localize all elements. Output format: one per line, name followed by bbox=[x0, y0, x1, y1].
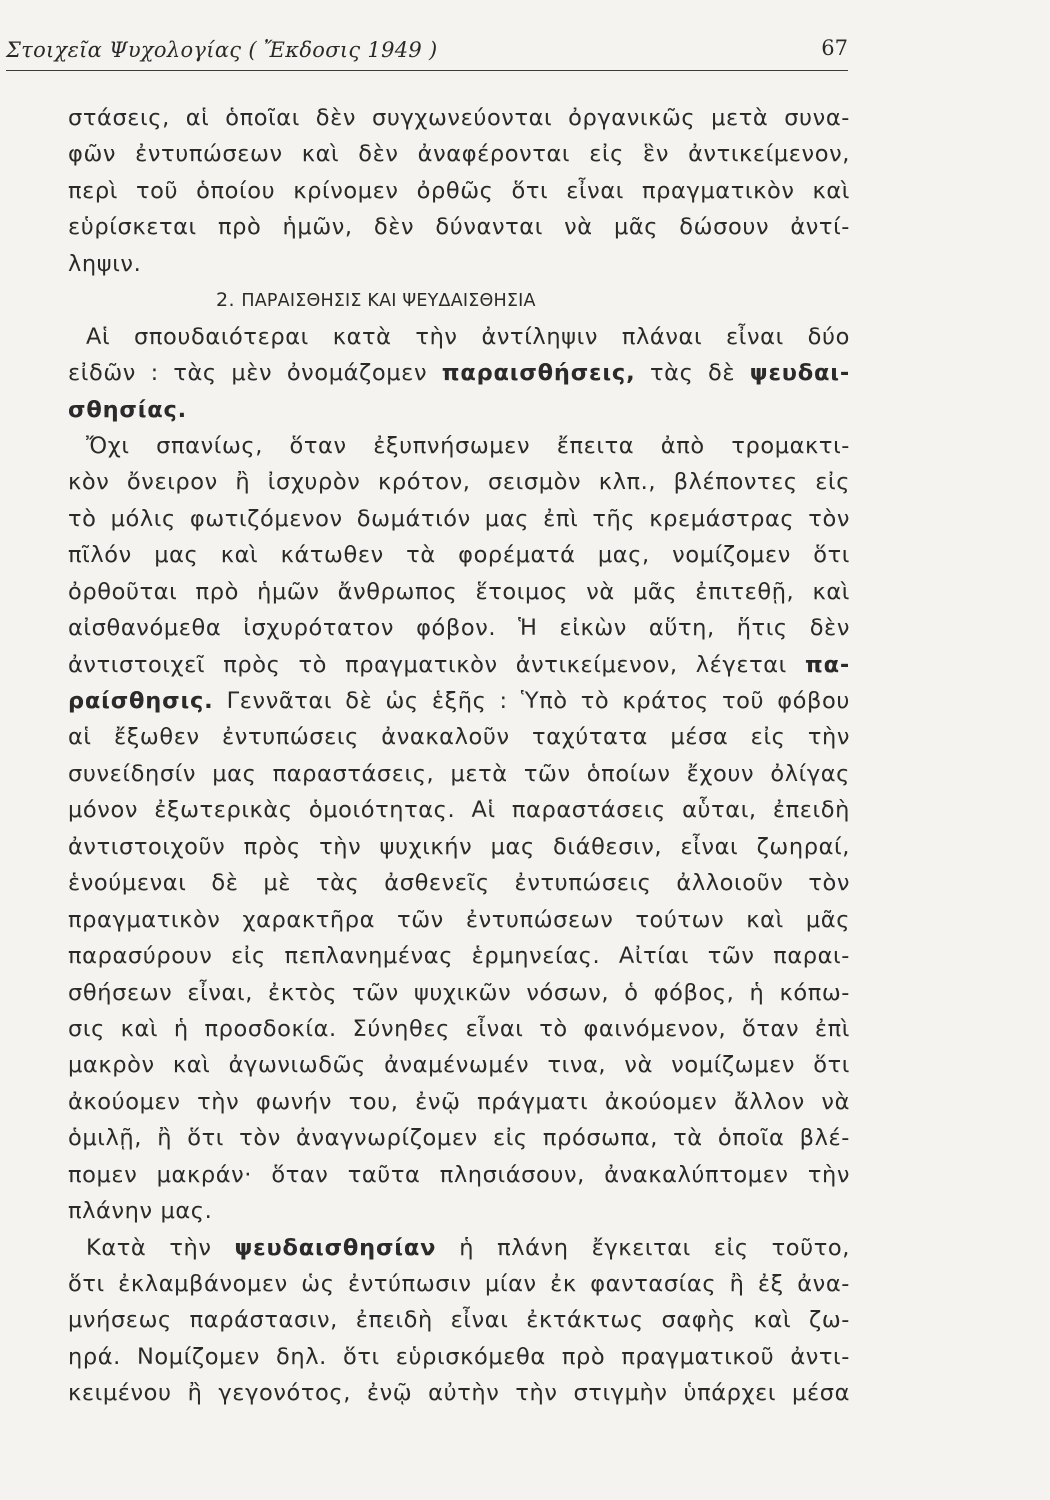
text-line: αἰσθανόμεθα ἰσχυρότατον φόβον. Ἡ εἰκὼν αὕτη, ἥτις δὲν bbox=[68, 615, 850, 642]
text-line: κειμένου ἢ γεγονότος, ἐνῷ αὐτὴν τὴν στιγμὴν ὑπάρχει μέσα bbox=[68, 1380, 850, 1407]
text-line: μόνον ἐξωτερικὰς ὁμοιότητας. Αἱ παραστάσεις αὗται, ἐπειδὴ bbox=[68, 797, 850, 824]
text-line bbox=[68, 392, 850, 428]
text-line: ραίσθησις. Γεννᾶται δὲ ὡς ἑξῆς : Ὑπὸ τὸ κράτος τοῦ φόβου bbox=[68, 688, 850, 714]
text-line: Ὄχι σπανίως, ὅταν ἐξυπνήσωμεν ἔπειτα ἀπὸ τρομακτι- bbox=[86, 432, 850, 459]
section-heading bbox=[68, 282, 850, 318]
text-line: εἰδῶν : τὰς μὲν ὀνομάζομεν παραισθήσεις, τὰς δὲ ψευδαι- bbox=[68, 360, 850, 387]
text-line: ηρά. Νομίζομεν δηλ. ὅτι εὑρισκόμεθα πρὸ πραγματικοῦ ἀντι- bbox=[68, 1343, 850, 1370]
text-line: περὶ τοῦ ὁποίου κρίνομεν ὀρθῶς ὅτι εἶναι πραγματικὸν καὶ bbox=[68, 177, 850, 204]
text-line: φῶν ἐντυπώσεων καὶ δὲν ἀναφέρονται εἰς ἓν ἀντικείμενον, bbox=[68, 141, 850, 168]
text-line: σις καὶ ἡ προσδοκία. Σύνηθες εἶναι τὸ φαινόμενον, ὅταν ἐπὶ bbox=[68, 1015, 850, 1042]
text-line: αἱ ἔξωθεν ἐντυπώσεις ἀνακαλοῦν ταχύτατα μέσα εἰς τὴν bbox=[68, 724, 850, 751]
text-line: ἑνούμεναι δὲ μὲ τὰς ἀσθενεῖς ἐντυπώσεις ἀλλοιοῦν τὸν bbox=[68, 870, 850, 897]
running-header bbox=[6, 36, 848, 71]
text-line: μνήσεως παράστασιν, ἐπειδὴ εἶναι ἐκτάκτως σαφὴς καὶ ζω- bbox=[68, 1307, 850, 1334]
text-line: ληψιν. bbox=[68, 250, 142, 277]
page-number: 67 bbox=[821, 36, 848, 60]
term-paraisthesis-inline: πα- bbox=[805, 651, 850, 678]
section-number: 2. bbox=[216, 289, 235, 312]
section-title: ΠΑΡΑΙΣΘΗΣΙΣ ΚΑΙ ΨΕΥΔΑΙΣΘΗΣΙΑ bbox=[241, 291, 536, 312]
text-line: ὁμιλῇ, ἢ ὅτι τὸν ἀναγνωρίζομεν εἰς πρόσωπα, τὰ ὁποῖα βλέ- bbox=[68, 1125, 850, 1152]
text-line: Κατὰ τὴν ψευδαισθησίαν ἡ πλάνη ἔγκειται εἰς τοῦτο, bbox=[86, 1234, 850, 1261]
text-line: πραγματικὸν χαρακτῆρα τῶν ἐντυπώσεων τούτων καὶ μᾶς bbox=[68, 906, 850, 933]
text-line: ὅτι ἐκλαμβάνομεν ὡς ἐντύπωσιν μίαν ἐκ φαντασίας ἢ ἐξ ἀνα- bbox=[68, 1271, 850, 1297]
text-line: εὑρίσκεται πρὸ ἡμῶν, δὲν δύνανται νὰ μᾶς δώσουν ἀντί- bbox=[68, 214, 850, 241]
running-title: Στοιχεῖα Ψυχολογίας ( Ἔκδοσις 1949 ) bbox=[6, 38, 438, 62]
term-paraisthesis: παραισθήσεις, bbox=[441, 360, 636, 387]
term-pseudaisthesia-inline: ψευδαισθησίαν bbox=[234, 1234, 437, 1261]
text-line: κὸν ὄνειρον ἢ ἰσχυρὸν κρότον, σεισμὸν κλπ., βλέποντες εἰς bbox=[68, 469, 850, 496]
term-pseudaisthesia: ψευδαι- bbox=[749, 360, 850, 387]
text-line: Αἱ σπουδαιότεραι κατὰ τὴν ἀντίληψιν πλάναι εἶναι δύο bbox=[86, 323, 850, 350]
text-line: μακρὸν καὶ ἀγωνιωδῶς ἀναμένωμέν τινα, νὰ νομίζωμεν ὅτι bbox=[68, 1052, 850, 1079]
text-line: πλάνην μας. bbox=[68, 1198, 213, 1225]
text-line: σθήσεων εἶναι, ἐκτὸς τῶν ψυχικῶν νόσων, ὁ φόβος, ἡ κόπω- bbox=[68, 979, 850, 1006]
term-paraisthesis-cont: ραίσθησις. bbox=[68, 688, 214, 714]
text-line: ἀντιστοιχεῖ πρὸς τὸ πραγματικὸν ἀντικείμενον, λέγεται πα- bbox=[68, 651, 850, 678]
text-line: συνείδησίν μας παραστάσεις, μετὰ τῶν ὁποίων ἔχουν ὀλίγας bbox=[68, 760, 850, 787]
body-text bbox=[68, 100, 850, 1412]
text-line: παρασύρουν εἰς πεπλανημένας ἑρμηνείας. Αἰτίαι τῶν παραι- bbox=[68, 943, 850, 970]
text-line: ἀντιστοιχοῦν πρὸς τὴν ψυχικήν μας διάθεσιν, εἶναι ζωηραί, bbox=[68, 833, 850, 860]
text-line: πῖλόν μας καὶ κάτωθεν τὰ φορέματά μας, νομίζομεν ὅτι bbox=[68, 542, 850, 569]
text-line: πομεν μακράν· ὅταν ταῦτα πλησιάσουν, ἀνακαλύπτομεν τὴν bbox=[68, 1161, 850, 1188]
text-line: τὸ μόλις φωτιζόμενον δωμάτιόν μας ἐπὶ τῆς κρεμάστρας τὸν bbox=[68, 505, 850, 532]
term-pseudaisthesia-cont: σθησίας. bbox=[68, 396, 188, 423]
text-line: ἀκούομεν τὴν φωνήν του, ἐνῷ πράγματι ἀκούομεν ἄλλον νὰ bbox=[68, 1088, 850, 1115]
text-line: στάσεις, αἱ ὁποῖαι δὲν συγχωνεύονται ὀργανικῶς μετὰ συνα- bbox=[68, 105, 850, 131]
text-line: ὀρθοῦται πρὸ ἡμῶν ἄνθρωπος ἕτοιμος νὰ μᾶς ἐπιτεθῇ, καὶ bbox=[68, 578, 850, 605]
